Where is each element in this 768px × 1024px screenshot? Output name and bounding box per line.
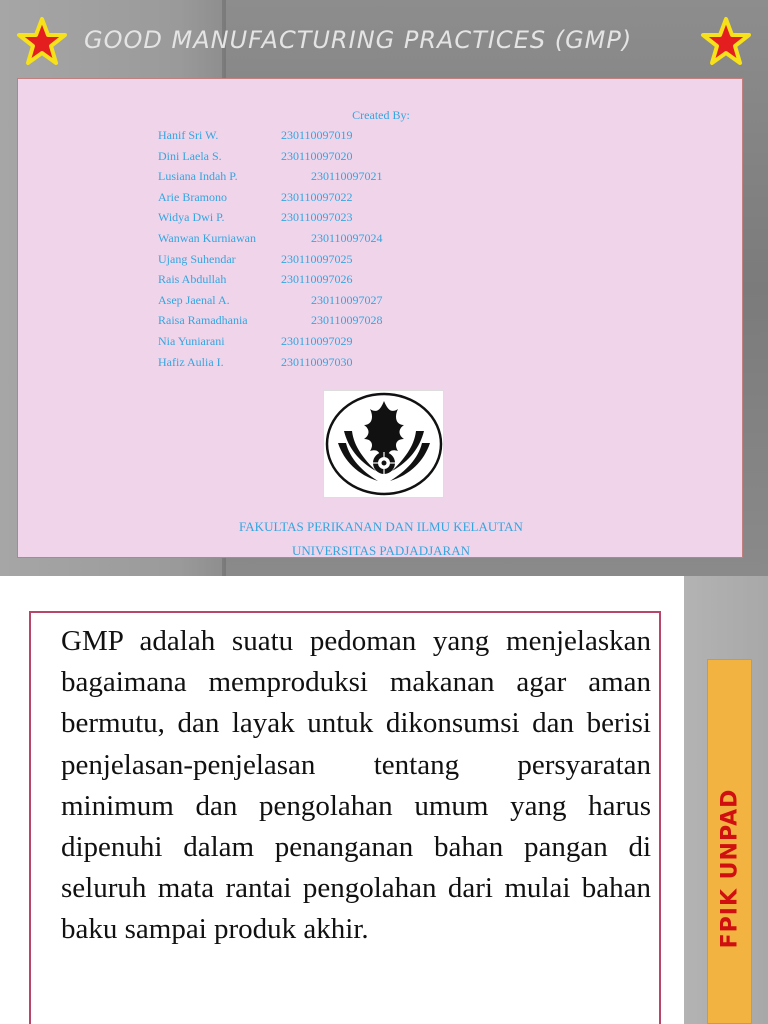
faculty-name: FAKULTAS PERIKANAN DAN ILMU KELAUTAN — [239, 519, 523, 534]
member-nim: 230110097027 — [311, 292, 383, 307]
member-nim: 230110097028 — [311, 313, 383, 328]
side-tag-label: FPIK UNPAD — [717, 788, 742, 948]
slide-title-text: GOOD MANUFACTURING PRACTICES (GMP) — [84, 26, 633, 54]
university-name: UNIVERSITAS PADJADJARAN — [292, 543, 470, 558]
member-nim: 230110097024 — [311, 230, 383, 245]
member-name: Lusiana Indah P. — [158, 169, 238, 184]
star-icon — [700, 16, 752, 68]
member-name: Raisa Ramadhania — [158, 313, 248, 328]
member-nim: 230110097025 — [281, 251, 353, 266]
member-name: Rais Abdullah — [158, 272, 227, 287]
member-name: Hanif Sri W. — [158, 128, 219, 142]
member-nim: 230110097020 — [281, 148, 353, 163]
member-nim: 230110097021 — [311, 169, 383, 184]
member-nim: 230110097029 — [281, 333, 353, 348]
member-nim: 230110097019 — [281, 128, 353, 142]
member-nim: 230110097026 — [281, 272, 353, 287]
credits-panel — [17, 78, 743, 558]
created-by-label: Created By: — [352, 108, 410, 122]
member-nim: 230110097022 — [281, 189, 353, 204]
member-nim: 230110097023 — [281, 210, 353, 225]
member-name: Ujang Suhendar — [158, 251, 236, 266]
definition-box — [29, 611, 661, 1024]
university-logo — [323, 390, 444, 498]
member-name: Wanwan Kurniawan — [158, 230, 256, 245]
member-name: Dini Laela S. — [158, 148, 222, 163]
definition-text: GMP adalah suatu pedoman yang menjelaskan bagaimana memproduksi makanan agar aman bermutu, dan layak untuk dikonsumsi dan berisi penjelasan-penjelasan tentang persyaratan minimum dan pengolahan umum yang harus dipenuhi dalam penanganan bahan pangan di seluruh mata rantai pengolahan dari mulai bahan baku sampai produk akhir. — [61, 625, 651, 946]
slide-definition — [0, 576, 768, 1024]
member-name: Asep Jaenal A. — [158, 292, 230, 307]
member-name: Hafiz Aulia I. — [158, 354, 224, 369]
member-name: Nia Yuniarani — [158, 333, 225, 348]
member-name: Arie Bramono — [158, 189, 227, 204]
member-name: Widya Dwi P. — [158, 210, 225, 225]
star-icon — [16, 16, 68, 68]
faculty-block — [18, 515, 744, 563]
university-emblem — [324, 391, 443, 497]
member-nim: 230110097030 — [281, 354, 353, 369]
side-tag — [707, 659, 752, 1024]
